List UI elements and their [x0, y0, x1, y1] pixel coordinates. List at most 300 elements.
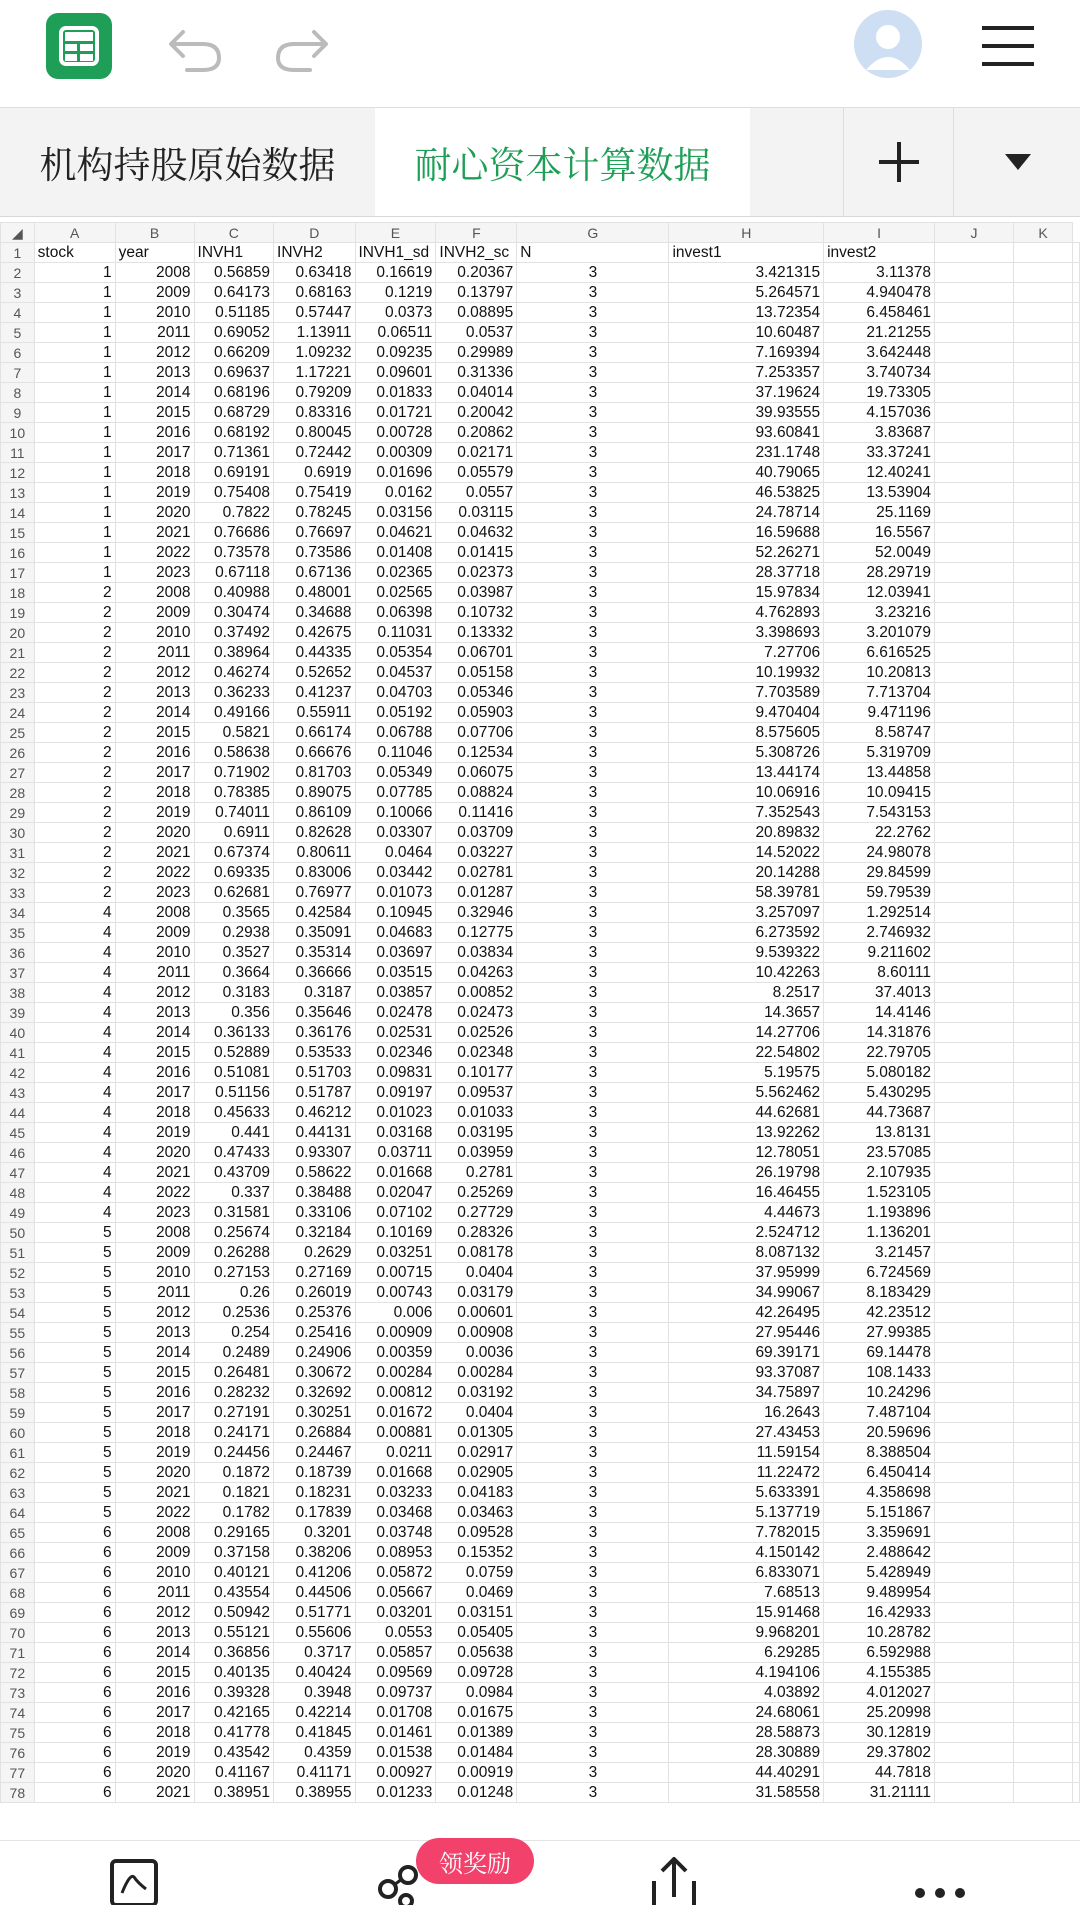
cell[interactable] — [1073, 783, 1080, 803]
data-cell[interactable]: 0.76686 — [194, 523, 274, 543]
cell[interactable] — [1014, 823, 1073, 843]
data-cell[interactable]: 24.78714 — [669, 503, 824, 523]
data-cell[interactable]: 0.0464 — [355, 843, 436, 863]
data-cell[interactable]: 3 — [517, 363, 669, 383]
data-cell[interactable]: 20.59696 — [824, 1423, 935, 1443]
data-cell[interactable]: 3 — [517, 1703, 669, 1723]
data-cell[interactable]: 3 — [517, 1723, 669, 1743]
data-cell[interactable]: 14.31876 — [824, 1023, 935, 1043]
data-cell[interactable]: 3 — [517, 1303, 669, 1323]
cell[interactable] — [1014, 863, 1073, 883]
data-cell[interactable]: 9.489954 — [824, 1583, 935, 1603]
data-cell[interactable]: 52.0049 — [824, 543, 935, 563]
data-cell[interactable]: 0.09601 — [355, 363, 436, 383]
data-cell[interactable]: 3 — [517, 1163, 669, 1183]
data-cell[interactable]: 2019 — [115, 803, 194, 823]
data-cell[interactable]: 0.1872 — [194, 1463, 274, 1483]
data-cell[interactable]: 3 — [517, 1643, 669, 1663]
cell[interactable] — [934, 1703, 1013, 1723]
cell[interactable] — [1073, 1263, 1080, 1283]
cell[interactable] — [1073, 1703, 1080, 1723]
data-cell[interactable]: 3 — [517, 983, 669, 1003]
cell[interactable] — [1014, 1143, 1073, 1163]
cell[interactable] — [1014, 383, 1073, 403]
data-cell[interactable]: 0.03959 — [436, 1143, 517, 1163]
data-cell[interactable]: 0.52889 — [194, 1043, 274, 1063]
row-number[interactable]: 1 — [1, 243, 35, 263]
cell[interactable] — [1014, 1263, 1073, 1283]
data-cell[interactable]: 16.46455 — [669, 1183, 824, 1203]
cell[interactable] — [934, 643, 1013, 663]
data-cell[interactable]: 0.00359 — [355, 1343, 436, 1363]
row-number[interactable]: 5 — [1, 323, 35, 343]
data-cell[interactable]: 0.58638 — [194, 743, 274, 763]
cell[interactable] — [1073, 1563, 1080, 1583]
data-cell[interactable]: 0.03151 — [436, 1603, 517, 1623]
cell[interactable] — [934, 663, 1013, 683]
data-cell[interactable]: 0.3717 — [274, 1643, 355, 1663]
data-cell[interactable]: 8.388504 — [824, 1443, 935, 1463]
cell[interactable] — [1073, 1623, 1080, 1643]
cell[interactable] — [1073, 383, 1080, 403]
cell[interactable] — [1073, 1383, 1080, 1403]
data-cell[interactable]: 6 — [34, 1563, 115, 1583]
row-number[interactable]: 34 — [1, 903, 35, 923]
data-cell[interactable]: 0.03834 — [436, 943, 517, 963]
data-cell[interactable]: 0.41237 — [274, 683, 355, 703]
data-cell[interactable]: 12.40241 — [824, 463, 935, 483]
data-cell[interactable]: 0.44131 — [274, 1123, 355, 1143]
data-cell[interactable]: 15.91468 — [669, 1603, 824, 1623]
data-cell[interactable]: 2013 — [115, 1003, 194, 1023]
cell[interactable] — [1073, 1043, 1080, 1063]
data-cell[interactable]: 5 — [34, 1223, 115, 1243]
cell[interactable] — [1014, 643, 1073, 663]
avatar[interactable] — [854, 10, 922, 78]
data-cell[interactable]: 3 — [517, 343, 669, 363]
data-cell[interactable]: 8.087132 — [669, 1243, 824, 1263]
header-cell[interactable] — [934, 243, 1013, 263]
cell[interactable] — [1073, 243, 1080, 263]
data-cell[interactable]: 0.89075 — [274, 783, 355, 803]
data-cell[interactable]: 1 — [34, 303, 115, 323]
column-header[interactable]: J — [934, 223, 1013, 243]
data-cell[interactable]: 0.03709 — [436, 823, 517, 843]
data-cell[interactable]: 2009 — [115, 1543, 194, 1563]
data-cell[interactable]: 0.50942 — [194, 1603, 274, 1623]
cell[interactable] — [1014, 1223, 1073, 1243]
row-number[interactable]: 61 — [1, 1443, 35, 1463]
data-cell[interactable]: 0.02781 — [436, 863, 517, 883]
data-cell[interactable]: 0.26 — [194, 1283, 274, 1303]
cell[interactable] — [934, 563, 1013, 583]
cell[interactable] — [934, 903, 1013, 923]
data-cell[interactable]: 2008 — [115, 1523, 194, 1543]
data-cell[interactable]: 2010 — [115, 1563, 194, 1583]
data-cell[interactable]: 3 — [517, 543, 669, 563]
cell[interactable] — [934, 623, 1013, 643]
cell[interactable] — [934, 403, 1013, 423]
data-cell[interactable]: 3.201079 — [824, 623, 935, 643]
data-cell[interactable]: 0.6919 — [274, 463, 355, 483]
row-number[interactable]: 12 — [1, 463, 35, 483]
data-cell[interactable]: 6.724569 — [824, 1263, 935, 1283]
data-cell[interactable]: 34.99067 — [669, 1283, 824, 1303]
data-cell[interactable]: 0.69637 — [194, 363, 274, 383]
data-cell[interactable]: 0.0404 — [436, 1403, 517, 1423]
data-cell[interactable]: 1.09232 — [274, 343, 355, 363]
row-number[interactable]: 35 — [1, 923, 35, 943]
data-cell[interactable]: 0.86109 — [274, 803, 355, 823]
data-cell[interactable]: 0.10732 — [436, 603, 517, 623]
cell[interactable] — [934, 423, 1013, 443]
data-cell[interactable]: 2009 — [115, 923, 194, 943]
data-cell[interactable]: 2022 — [115, 1183, 194, 1203]
data-cell[interactable]: 0.00284 — [436, 1363, 517, 1383]
cell[interactable] — [1014, 1203, 1073, 1223]
data-cell[interactable]: 3 — [517, 1503, 669, 1523]
data-cell[interactable]: 2019 — [115, 483, 194, 503]
cell[interactable] — [1073, 1523, 1080, 1543]
data-cell[interactable]: 2 — [34, 723, 115, 743]
data-cell[interactable]: 25.20998 — [824, 1703, 935, 1723]
cell[interactable] — [1014, 423, 1073, 443]
cell[interactable] — [1073, 923, 1080, 943]
data-cell[interactable]: 0.3664 — [194, 963, 274, 983]
row-number[interactable]: 77 — [1, 1763, 35, 1783]
data-cell[interactable]: 3 — [517, 1483, 669, 1503]
data-cell[interactable]: 0.32946 — [436, 903, 517, 923]
data-cell[interactable]: 3 — [517, 723, 669, 743]
row-number[interactable]: 7 — [1, 363, 35, 383]
data-cell[interactable]: 0.2536 — [194, 1303, 274, 1323]
cell[interactable] — [1073, 883, 1080, 903]
data-cell[interactable]: 2014 — [115, 383, 194, 403]
data-cell[interactable]: 3 — [517, 1143, 669, 1163]
data-cell[interactable]: 0.08178 — [436, 1243, 517, 1263]
data-cell[interactable]: 3 — [517, 483, 669, 503]
data-cell[interactable]: 3.421315 — [669, 263, 824, 283]
data-cell[interactable]: 13.72354 — [669, 303, 824, 323]
cell[interactable] — [1073, 803, 1080, 823]
cell[interactable] — [1073, 483, 1080, 503]
cell[interactable] — [934, 1503, 1013, 1523]
data-cell[interactable]: 0.36666 — [274, 963, 355, 983]
data-cell[interactable]: 42.23512 — [824, 1303, 935, 1323]
data-cell[interactable]: 0.05354 — [355, 643, 436, 663]
data-cell[interactable]: 0.0373 — [355, 303, 436, 323]
data-cell[interactable]: 0.63418 — [274, 263, 355, 283]
data-cell[interactable]: 2 — [34, 663, 115, 683]
data-cell[interactable]: 2008 — [115, 903, 194, 923]
data-cell[interactable]: 0.01833 — [355, 383, 436, 403]
data-cell[interactable]: 0.0557 — [436, 483, 517, 503]
row-number[interactable]: 14 — [1, 503, 35, 523]
data-cell[interactable]: 0.25674 — [194, 1223, 274, 1243]
data-cell[interactable]: 0.43554 — [194, 1583, 274, 1603]
cell[interactable] — [934, 1023, 1013, 1043]
cell[interactable] — [934, 483, 1013, 503]
data-cell[interactable]: 0.18739 — [274, 1463, 355, 1483]
spreadsheet-app-icon[interactable] — [46, 13, 112, 79]
data-cell[interactable]: 2 — [34, 863, 115, 883]
data-cell[interactable]: 0.42165 — [194, 1703, 274, 1723]
cell[interactable] — [934, 303, 1013, 323]
data-cell[interactable]: 3 — [517, 1003, 669, 1023]
data-cell[interactable]: 4 — [34, 1143, 115, 1163]
cell[interactable] — [1014, 1303, 1073, 1323]
data-cell[interactable]: 5.151867 — [824, 1503, 935, 1523]
data-cell[interactable]: 4 — [34, 983, 115, 1003]
data-cell[interactable]: 0.0036 — [436, 1343, 517, 1363]
data-cell[interactable]: 3 — [517, 623, 669, 643]
data-cell[interactable]: 0.76697 — [274, 523, 355, 543]
data-cell[interactable]: 0.33106 — [274, 1203, 355, 1223]
cell[interactable] — [934, 1263, 1013, 1283]
data-cell[interactable]: 4 — [34, 1203, 115, 1223]
data-cell[interactable]: 0.83006 — [274, 863, 355, 883]
data-cell[interactable]: 4 — [34, 1103, 115, 1123]
cell[interactable] — [1014, 403, 1073, 423]
data-cell[interactable]: 14.52022 — [669, 843, 824, 863]
cell[interactable] — [934, 1323, 1013, 1343]
data-cell[interactable]: 0.03442 — [355, 863, 436, 883]
data-cell[interactable]: 0.68192 — [194, 423, 274, 443]
cell[interactable] — [1073, 343, 1080, 363]
data-cell[interactable]: 5.562462 — [669, 1083, 824, 1103]
data-cell[interactable]: 37.4013 — [824, 983, 935, 1003]
data-cell[interactable]: 5 — [34, 1423, 115, 1443]
data-cell[interactable]: 0.03987 — [436, 583, 517, 603]
cell[interactable] — [934, 343, 1013, 363]
cell[interactable] — [934, 543, 1013, 563]
cell[interactable] — [934, 963, 1013, 983]
data-cell[interactable]: 6.273592 — [669, 923, 824, 943]
data-cell[interactable]: 3 — [517, 903, 669, 923]
data-cell[interactable]: 0.75408 — [194, 483, 274, 503]
data-cell[interactable]: 0.41167 — [194, 1763, 274, 1783]
header-cell[interactable] — [1014, 243, 1073, 263]
data-cell[interactable]: 40.79065 — [669, 463, 824, 483]
data-cell[interactable]: 0.04183 — [436, 1483, 517, 1503]
cell[interactable] — [1073, 1183, 1080, 1203]
cell[interactable] — [934, 1243, 1013, 1263]
data-cell[interactable]: 0.05349 — [355, 763, 436, 783]
cell[interactable] — [1014, 303, 1073, 323]
cell[interactable] — [1073, 1683, 1080, 1703]
data-cell[interactable]: 0.05579 — [436, 463, 517, 483]
data-cell[interactable]: 0.337 — [194, 1183, 274, 1203]
data-cell[interactable]: 0.34688 — [274, 603, 355, 623]
data-cell[interactable]: 3 — [517, 843, 669, 863]
data-cell[interactable]: 0.67118 — [194, 563, 274, 583]
row-number[interactable]: 17 — [1, 563, 35, 583]
data-cell[interactable]: 6 — [34, 1523, 115, 1543]
data-cell[interactable]: 0.31581 — [194, 1203, 274, 1223]
data-cell[interactable]: 0.01305 — [436, 1423, 517, 1443]
data-cell[interactable]: 0.57447 — [274, 303, 355, 323]
data-cell[interactable]: 27.43453 — [669, 1423, 824, 1443]
data-cell[interactable]: 3 — [517, 1743, 669, 1763]
data-cell[interactable]: 5 — [34, 1343, 115, 1363]
data-cell[interactable]: 0.39328 — [194, 1683, 274, 1703]
row-number[interactable]: 2 — [1, 263, 35, 283]
data-cell[interactable]: 0.25269 — [436, 1183, 517, 1203]
header-cell[interactable]: invest2 — [824, 243, 935, 263]
data-cell[interactable]: 0.47433 — [194, 1143, 274, 1163]
data-cell[interactable]: 5 — [34, 1323, 115, 1343]
cell[interactable] — [1073, 983, 1080, 1003]
data-cell[interactable]: 13.44174 — [669, 763, 824, 783]
cell[interactable] — [1073, 463, 1080, 483]
data-cell[interactable]: 4.762893 — [669, 603, 824, 623]
data-cell[interactable]: 0.01675 — [436, 1703, 517, 1723]
data-cell[interactable]: 3 — [517, 1763, 669, 1783]
data-cell[interactable]: 44.7818 — [824, 1763, 935, 1783]
data-cell[interactable]: 0.35091 — [274, 923, 355, 943]
data-cell[interactable]: 0.11416 — [436, 803, 517, 823]
data-cell[interactable]: 0.4359 — [274, 1743, 355, 1763]
data-cell[interactable]: 5.080182 — [824, 1063, 935, 1083]
data-cell[interactable]: 0.09197 — [355, 1083, 436, 1103]
data-cell[interactable]: 0.09528 — [436, 1523, 517, 1543]
row-number[interactable]: 65 — [1, 1523, 35, 1543]
data-cell[interactable]: 27.99385 — [824, 1323, 935, 1343]
data-cell[interactable]: 0.07785 — [355, 783, 436, 803]
data-cell[interactable]: 5.633391 — [669, 1483, 824, 1503]
data-cell[interactable]: 3 — [517, 1563, 669, 1583]
data-cell[interactable]: 7.487104 — [824, 1403, 935, 1423]
row-number[interactable]: 67 — [1, 1563, 35, 1583]
cell[interactable] — [1073, 1463, 1080, 1483]
cell[interactable] — [1014, 523, 1073, 543]
cell[interactable] — [1014, 1243, 1073, 1263]
cell[interactable] — [1014, 283, 1073, 303]
cell[interactable] — [934, 263, 1013, 283]
data-cell[interactable]: 2014 — [115, 1023, 194, 1043]
cell[interactable] — [1014, 1683, 1073, 1703]
data-cell[interactable]: 0.254 — [194, 1323, 274, 1343]
data-cell[interactable]: 3 — [517, 823, 669, 843]
data-cell[interactable]: 0.03251 — [355, 1243, 436, 1263]
data-cell[interactable]: 0.20042 — [436, 403, 517, 423]
cell[interactable] — [1073, 423, 1080, 443]
data-cell[interactable]: 4.940478 — [824, 283, 935, 303]
data-cell[interactable]: 2 — [34, 883, 115, 903]
data-cell[interactable]: 3 — [517, 803, 669, 823]
cell[interactable] — [1073, 1663, 1080, 1683]
data-cell[interactable]: 0.51771 — [274, 1603, 355, 1623]
cell[interactable] — [934, 583, 1013, 603]
cell[interactable] — [1014, 1003, 1073, 1023]
data-cell[interactable]: 5 — [34, 1503, 115, 1523]
cell[interactable] — [934, 1283, 1013, 1303]
cell[interactable] — [934, 1523, 1013, 1543]
cell[interactable] — [1014, 483, 1073, 503]
cell[interactable] — [934, 1343, 1013, 1363]
data-cell[interactable]: 13.53904 — [824, 483, 935, 503]
data-cell[interactable]: 10.28782 — [824, 1623, 935, 1643]
sheet-dropdown-button[interactable] — [953, 108, 1080, 216]
cell[interactable] — [1014, 1623, 1073, 1643]
cell[interactable] — [1073, 663, 1080, 683]
cell[interactable] — [1073, 1723, 1080, 1743]
data-cell[interactable]: 0.36233 — [194, 683, 274, 703]
data-cell[interactable]: 2018 — [115, 463, 194, 483]
column-header[interactable]: A — [34, 223, 115, 243]
cell[interactable] — [1073, 1543, 1080, 1563]
data-cell[interactable]: 0.03195 — [436, 1123, 517, 1143]
data-cell[interactable]: 5 — [34, 1303, 115, 1323]
cell[interactable] — [934, 523, 1013, 543]
data-cell[interactable]: 0.16619 — [355, 263, 436, 283]
data-cell[interactable]: 6 — [34, 1783, 115, 1803]
cell[interactable] — [1073, 443, 1080, 463]
cell[interactable] — [934, 1543, 1013, 1563]
data-cell[interactable]: 0.02478 — [355, 1003, 436, 1023]
data-cell[interactable]: 0.00309 — [355, 443, 436, 463]
data-cell[interactable]: 7.782015 — [669, 1523, 824, 1543]
data-cell[interactable]: 2021 — [115, 1483, 194, 1503]
data-cell[interactable]: 0.08824 — [436, 783, 517, 803]
data-cell[interactable]: 2011 — [115, 643, 194, 663]
data-cell[interactable]: 0.80611 — [274, 843, 355, 863]
row-number[interactable]: 55 — [1, 1323, 35, 1343]
cell[interactable] — [1073, 1643, 1080, 1663]
data-cell[interactable]: 13.8131 — [824, 1123, 935, 1143]
row-number[interactable]: 3 — [1, 283, 35, 303]
data-cell[interactable]: 0.3183 — [194, 983, 274, 1003]
data-cell[interactable]: 0.1782 — [194, 1503, 274, 1523]
data-cell[interactable]: 3.23216 — [824, 603, 935, 623]
data-cell[interactable]: 1.13911 — [274, 323, 355, 343]
cell[interactable] — [934, 823, 1013, 843]
header-cell[interactable]: INVH2 — [274, 243, 355, 263]
data-cell[interactable]: 4.012027 — [824, 1683, 935, 1703]
row-number[interactable]: 8 — [1, 383, 35, 403]
data-cell[interactable]: 0.03168 — [355, 1123, 436, 1143]
data-cell[interactable]: 0.0404 — [436, 1263, 517, 1283]
data-cell[interactable]: 0.0469 — [436, 1583, 517, 1603]
data-cell[interactable]: 4 — [34, 1083, 115, 1103]
cell[interactable] — [1014, 1443, 1073, 1463]
data-cell[interactable]: 3 — [517, 663, 669, 683]
cell[interactable] — [1014, 503, 1073, 523]
data-cell[interactable]: 2 — [34, 703, 115, 723]
data-cell[interactable]: 3 — [517, 1063, 669, 1083]
data-cell[interactable]: 0.35314 — [274, 943, 355, 963]
data-cell[interactable]: 2 — [34, 683, 115, 703]
data-cell[interactable]: 0.0537 — [436, 323, 517, 343]
cell[interactable] — [1014, 1423, 1073, 1443]
data-cell[interactable]: 0.28232 — [194, 1383, 274, 1403]
data-cell[interactable]: 1.17221 — [274, 363, 355, 383]
cell[interactable] — [934, 1303, 1013, 1323]
data-cell[interactable]: 5 — [34, 1243, 115, 1263]
data-cell[interactable]: 3 — [517, 783, 669, 803]
data-cell[interactable]: 0.45633 — [194, 1103, 274, 1123]
data-cell[interactable]: 0.00881 — [355, 1423, 436, 1443]
data-cell[interactable]: 5 — [34, 1283, 115, 1303]
select-all-corner[interactable]: ◢ — [1, 223, 35, 243]
data-cell[interactable]: 0.00812 — [355, 1383, 436, 1403]
row-number[interactable]: 16 — [1, 543, 35, 563]
data-cell[interactable]: 3 — [517, 1783, 669, 1803]
data-cell[interactable]: 4.03892 — [669, 1683, 824, 1703]
data-cell[interactable]: 3.359691 — [824, 1523, 935, 1543]
header-cell[interactable]: N — [517, 243, 669, 263]
cell[interactable] — [1073, 723, 1080, 743]
